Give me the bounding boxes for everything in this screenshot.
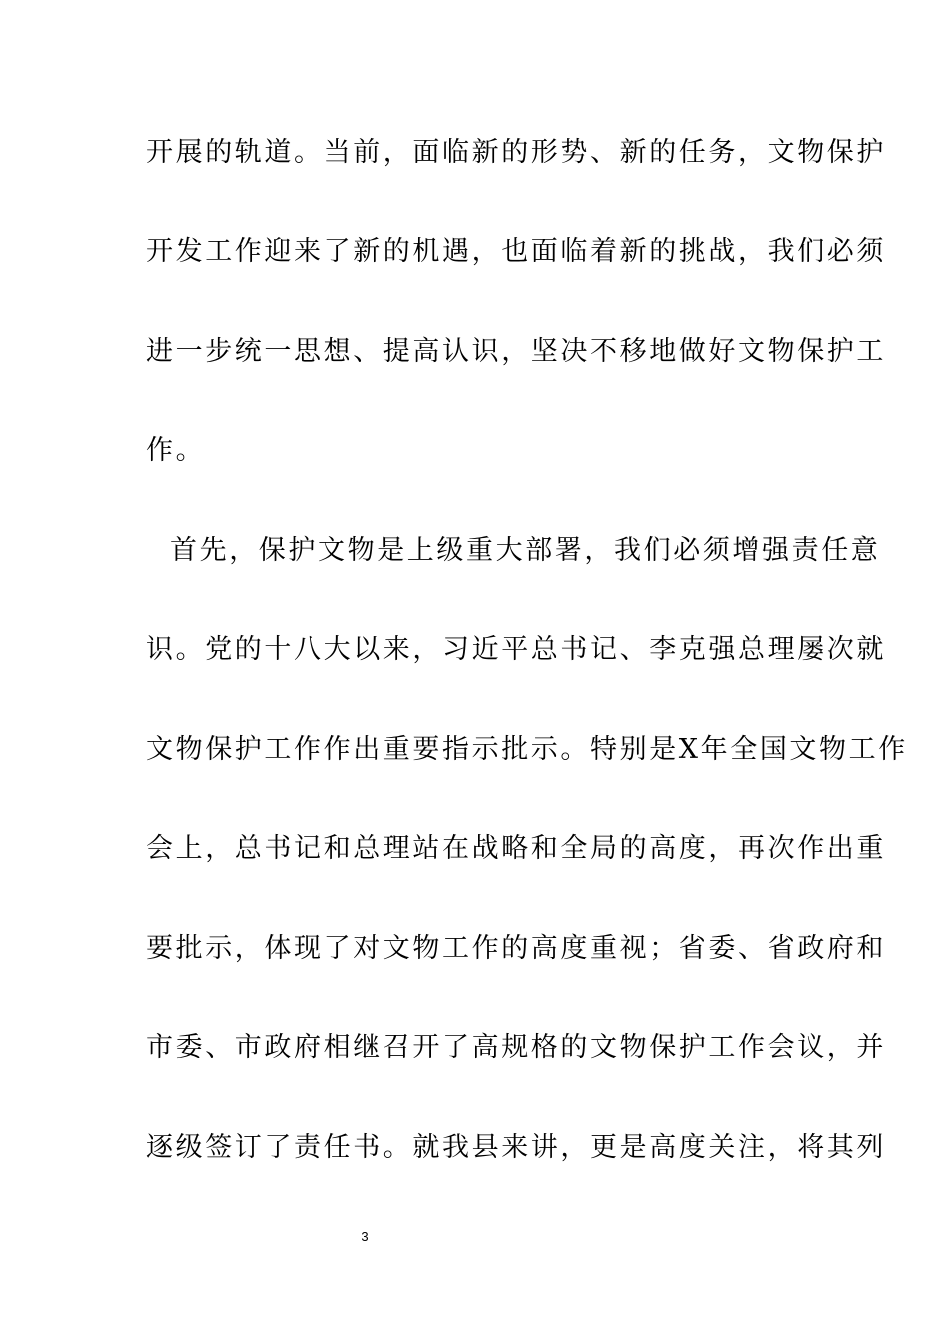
text-line: 文物保护工作作出重要指示批示。特别是X年全国文物工作 (146, 734, 908, 765)
text-line: 开发工作迎来了新的机遇，也面临着新的挑战，我们必须 (146, 236, 886, 267)
text-line: 逐级签订了责任书。就我县来讲，更是高度关注，将其列 (146, 1132, 886, 1163)
paragraph-first-line: 首先，保护文物是上级重大部署，我们必须增强责任意 (170, 535, 881, 566)
page-number: 3 (361, 1229, 369, 1244)
text-line: 进一步统一思想、提高认识，坚决不移地做好文物保护工 (146, 336, 886, 367)
text-line: 要批示，体现了对文物工作的高度重视；省委、省政府和 (146, 933, 886, 964)
text-line: 会上，总书记和总理站在战略和全局的高度，再次作出重 (146, 833, 886, 864)
text-line: 市委、市政府相继召开了高规格的文物保护工作会议，并 (146, 1032, 886, 1063)
text-line: 作。 (146, 435, 206, 466)
text-line: 开展的轨道。当前，面临新的形势、新的任务，文物保护 (146, 137, 886, 168)
text-line: 识。党的十八大以来，习近平总书记、李克强总理屡次就 (146, 634, 886, 665)
